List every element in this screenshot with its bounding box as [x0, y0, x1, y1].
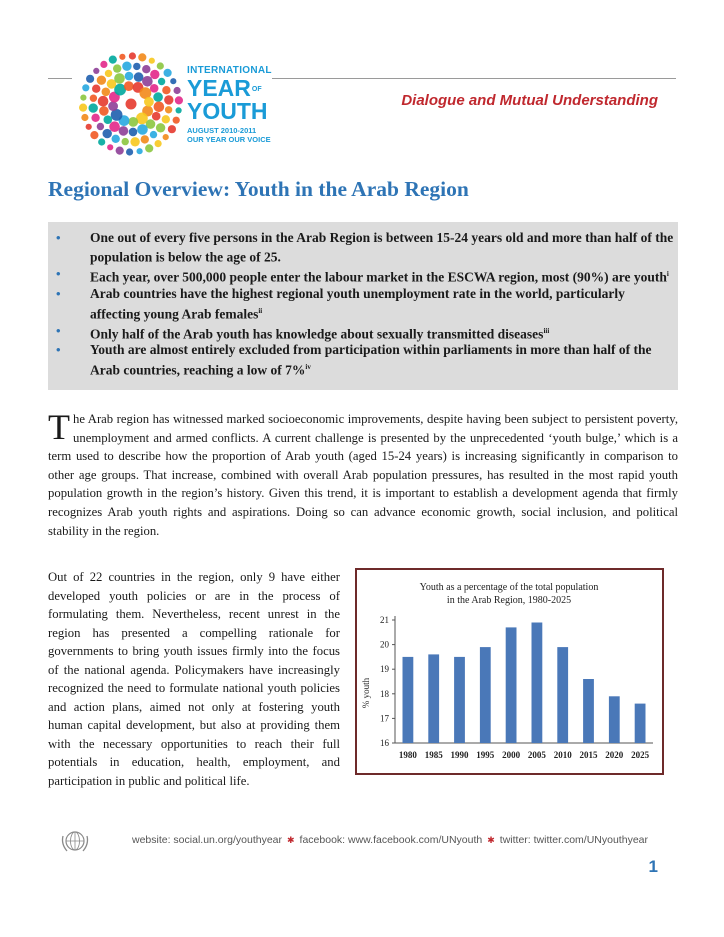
- chart-bar: [454, 657, 465, 743]
- logo-dot: [142, 65, 150, 73]
- policy-paragraph: Out of 22 countries in the region, only 9 have either developed youth policies or are in the process of formulating them. Nevertheless, recent unrest in the region has presented a compelling rationale for governments to bring youth issues firmly into the focus of the national agenda. Policymakers have increasingly recognized the need to formulate national youth policies and action plans, aimed not only at fostering youth human capital development, but also at providing them with the necessary opportunities to reach their full potentials in education, health, employment, and participation in public and political life.: [48, 570, 340, 788]
- logo-dot: [156, 123, 165, 132]
- logo-dot: [100, 61, 107, 68]
- chart-x-tick-label: 1985: [424, 750, 443, 760]
- logo-dot: [133, 63, 140, 70]
- logo-dot: [92, 85, 100, 93]
- footnote-ref[interactable]: i: [666, 270, 669, 279]
- logo-dot: [173, 117, 180, 124]
- logo-dot: [153, 92, 163, 102]
- chart-bar: [583, 679, 594, 743]
- logo-dot: [99, 106, 109, 116]
- logo-dot: [175, 96, 183, 104]
- intro-paragraph: [48, 407, 678, 540]
- logo-dot: [82, 84, 89, 91]
- logo-dot: [157, 62, 164, 69]
- highlight-text: Youth are almost entirely excluded from participation within parliaments in more than half of the Arab countries, reaching a low of 7%: [90, 342, 652, 378]
- logo-dot: [86, 124, 92, 130]
- highlight-text: Arab countries have the highest regional youth unemployment rate in the world, particularly affecting young Arab females: [90, 286, 625, 322]
- chart-y-tick-label: 21: [380, 615, 389, 625]
- chart-x-tick-label: 2000: [502, 750, 521, 760]
- chart-x-tick-label: 2020: [605, 750, 624, 760]
- logo-dot: [116, 147, 124, 155]
- highlight-text: Only half of the Arab youth has knowledge about sexually transmitted diseases: [90, 326, 544, 342]
- chart-x-tick-label: 2015: [579, 750, 598, 760]
- logo-dot: [103, 129, 112, 138]
- header-rule-right: [272, 78, 676, 79]
- logo-dot: [119, 54, 125, 60]
- logo-dot: [124, 81, 134, 91]
- logo-dot: [128, 117, 138, 127]
- logo-dot: [145, 144, 153, 152]
- logo-dot: [97, 76, 106, 85]
- logo-dot: [164, 69, 172, 77]
- logo-dot: [129, 52, 136, 59]
- logo-dot: [90, 95, 97, 102]
- logo-dot: [112, 135, 120, 143]
- logo-dot: [154, 102, 165, 113]
- chart-x-tick-label: 1980: [398, 750, 417, 760]
- chart-y-tick-label: 20: [380, 639, 389, 650]
- un-emblem-icon: [60, 828, 90, 856]
- logo-dot: [90, 131, 98, 139]
- highlights-list: [48, 222, 678, 379]
- chart-canvas: [357, 570, 662, 773]
- chart-bar: [532, 623, 543, 744]
- highlight-item: [48, 266, 678, 286]
- logo-dot: [108, 101, 118, 111]
- footnote-ref[interactable]: iii: [543, 326, 550, 335]
- logo-of-word: OF: [251, 86, 262, 94]
- chart-bar: [403, 657, 414, 743]
- logo-dot: [81, 114, 88, 121]
- chart-y-tick-label: 16: [380, 738, 389, 748]
- highlight-item: [48, 342, 678, 378]
- footer-twitter-link[interactable]: twitter: twitter.com/UNyouthyear: [499, 834, 648, 846]
- logo-dot: [144, 97, 154, 107]
- logo-dot: [170, 78, 176, 84]
- logo-dot: [80, 95, 86, 101]
- logo-dot: [165, 106, 172, 113]
- logo-dot: [149, 58, 155, 64]
- logo-dot: [113, 64, 121, 72]
- logo-dot: [98, 96, 109, 107]
- intro-paragraph-text: he Arab region has witnessed marked socioeconomic improvements, despite having been subject to persistent poverty, unemployment and armed conflicts. A current challenge is presented by the unprecedented ‘youth bulge,’ which is a term used to describe how the proportion of Arab youth (aged 15-24 years) is increasing significantly in comparison to other age groups. That increase, combined with overall Arab population pressures, has resulted in the most rapid youth population growth in the region’s history. Given this trend, it is important to establish a development agenda that firmly recognizes Arab youth rights and aspirations. Doing so can advance economic growth, social inclusion, and political stability in the region.: [48, 412, 678, 538]
- logo-dot: [150, 70, 159, 79]
- logo-dot: [126, 99, 137, 110]
- footer-separator-icon: ✱: [487, 835, 495, 845]
- logo-dot: [93, 68, 99, 74]
- logo-line-dates: AUGUST 2010-2011: [187, 126, 257, 135]
- logo-line-year: YEAR: [187, 75, 251, 101]
- chart-x-tick-label: 2010: [553, 750, 572, 760]
- logo-dot: [122, 138, 129, 145]
- footer-facebook-link[interactable]: facebook: www.facebook.com/UNyouth: [299, 834, 483, 846]
- chart-title-line2: in the Arab Region, 1980-2025: [446, 595, 572, 606]
- logo-dot: [163, 134, 169, 140]
- logo-dot: [89, 103, 98, 112]
- logo-dot: [168, 125, 176, 133]
- chart-y-tick-label: 17: [380, 713, 389, 724]
- logo-dot: [114, 73, 125, 84]
- logo-dot: [155, 140, 162, 147]
- chart-x-tick-label: 2005: [527, 750, 546, 760]
- logo-dot: [138, 53, 146, 61]
- page-title: Regional Overview: Youth in the Arab Region: [48, 177, 469, 201]
- logo-dot: [150, 84, 159, 93]
- logo-line-international: INTERNATIONAL: [187, 65, 272, 76]
- logo-dot: [104, 115, 113, 124]
- youth-percentage-chart: [355, 568, 664, 775]
- footnote-ref[interactable]: iv: [305, 362, 311, 371]
- logo-dot: [97, 123, 104, 130]
- chart-y-axis-label: % youth: [361, 677, 371, 709]
- chart-bar: [609, 696, 620, 743]
- chart-bar: [635, 704, 646, 743]
- logo-dot: [164, 95, 173, 104]
- logo-dot: [109, 121, 120, 132]
- logo-dot: [126, 148, 133, 155]
- highlight-item: [48, 286, 678, 322]
- logo-dot: [142, 76, 153, 87]
- logo-dot: [137, 124, 148, 135]
- logo-dot: [158, 78, 165, 85]
- logo-dot: [109, 56, 117, 64]
- chart-bar: [557, 647, 568, 743]
- logo-dot: [102, 88, 111, 97]
- logo-line-motto: OUR YEAR OUR VOICE: [187, 134, 271, 144]
- logo-dot: [119, 126, 129, 136]
- logo-dot: [137, 148, 143, 154]
- header-rule-left: [48, 78, 72, 79]
- logo-dot: [129, 128, 138, 137]
- footer-links: [132, 834, 648, 846]
- highlight-item: [48, 230, 678, 266]
- logo-dot: [105, 70, 112, 77]
- logo-dot: [107, 144, 113, 150]
- logo-dot: [176, 107, 182, 113]
- highlight-text: Each year, over 500,000 people enter the labour market in the ESCWA region, most (90%) are youth: [90, 269, 667, 285]
- highlight-item: [48, 323, 678, 343]
- footnote-ref[interactable]: ii: [258, 306, 263, 315]
- chart-y-tick-label: 19: [380, 664, 389, 675]
- logo-dot: [162, 86, 170, 94]
- iyy-logo-text: [187, 66, 272, 143]
- iyy-logo-icon: [78, 51, 184, 157]
- logo-dot: [86, 75, 94, 83]
- chart-title-line1: Youth as a percentage of the total population: [419, 582, 599, 593]
- logo-dot: [134, 72, 144, 82]
- logo-dot: [152, 112, 161, 121]
- logo-dot: [125, 72, 134, 81]
- logo-dot: [91, 114, 99, 122]
- logo-dot: [174, 87, 181, 94]
- highlights-box: [48, 222, 678, 390]
- footer-separator-icon: ✱: [287, 835, 295, 845]
- chart-x-tick-label: 2025: [631, 750, 650, 760]
- logo-dot: [79, 104, 87, 112]
- logo-dot: [150, 131, 157, 138]
- highlight-text: One out of every five persons in the Arab Region is between 15-24 years old and more than half of the population is below the age of 25.: [90, 230, 674, 265]
- chart-bar: [506, 627, 517, 743]
- logo-dot: [162, 115, 170, 123]
- header-tagline: Dialogue and Mutual Understanding: [401, 92, 658, 109]
- logo-dot: [122, 62, 131, 71]
- chart-x-tick-label: 1990: [450, 750, 469, 760]
- logo-dot: [98, 138, 105, 145]
- chart-bar: [480, 647, 491, 743]
- drop-cap: T: [48, 407, 70, 447]
- footer-website-link[interactable]: website: social.un.org/youthyear: [132, 834, 282, 846]
- page-number: 1: [648, 857, 658, 876]
- logo-dot: [141, 135, 149, 143]
- chart-bars: [403, 623, 646, 744]
- chart-y-tick-label: 18: [380, 688, 389, 699]
- chart-bar: [428, 654, 439, 743]
- logo-line-youth: YOUTH: [187, 98, 268, 124]
- chart-x-tick-label: 1995: [476, 750, 495, 760]
- logo-dot: [130, 137, 139, 146]
